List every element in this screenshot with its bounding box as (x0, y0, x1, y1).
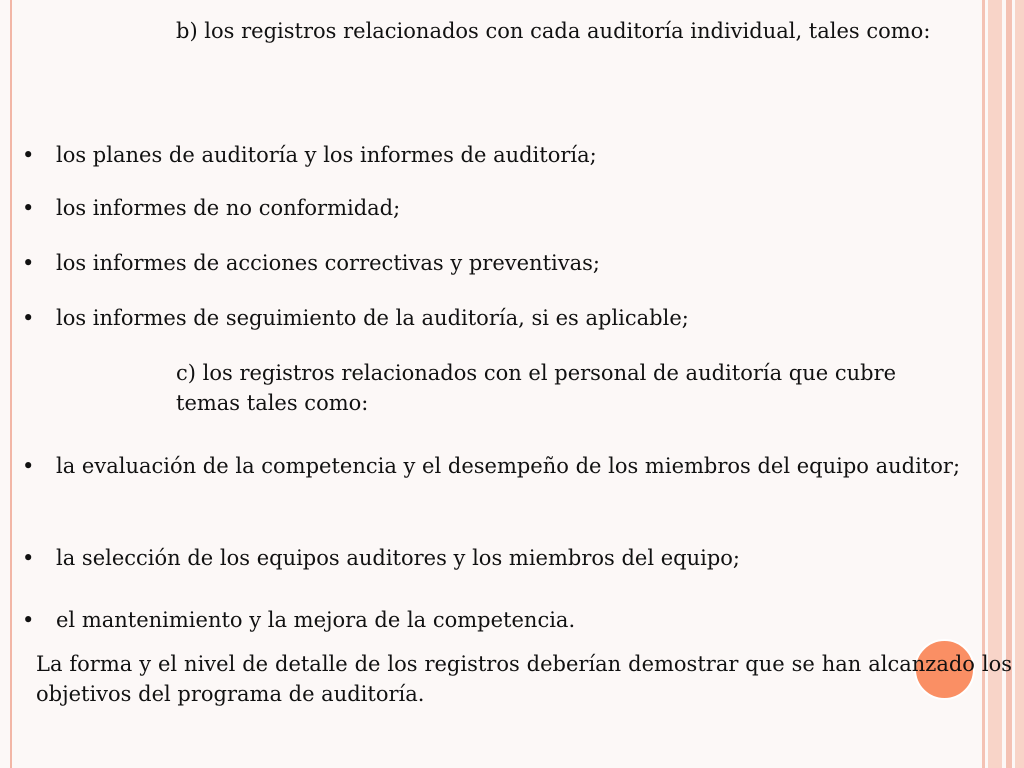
heading-c: c) los registros relacionados con el personal de auditoría que cubre temas tales como: (176, 361, 897, 415)
bullet-icon: • (22, 196, 35, 220)
list-item-text: los planes de auditoría y los informes de auditoría; (56, 143, 597, 167)
list-item-text: la evaluación de la competencia y el desempeño de los miembros del equipo auditor; (56, 454, 961, 478)
bullet-icon: • (22, 306, 35, 330)
list-item (22, 303, 962, 333)
bullet-icon: • (22, 143, 35, 167)
right-decorative-band (1015, 0, 1024, 768)
left-decorative-rule (10, 0, 12, 768)
list-item-text: el mantenimiento y la mejora de la competencia. (56, 608, 576, 632)
list-item-text: los informes de acciones correctivas y preventivas; (56, 251, 600, 275)
list-item-text: los informes de seguimiento de la auditoría, si es aplicable; (56, 306, 689, 330)
closing-paragraph: La forma y el nivel de detalle de los registros deberían demostrar que se han alcanzado los objetivos del programa de auditoría. (36, 652, 1012, 706)
bullet-icon: • (22, 608, 35, 632)
list-item (22, 451, 962, 481)
list-item (22, 140, 962, 170)
list-item (22, 248, 962, 278)
bullet-icon: • (22, 454, 35, 478)
heading-b: b) los registros relacionados con cada auditoría individual, tales como: (176, 19, 931, 43)
list-item-text: la selección de los equipos auditores y los miembros del equipo; (56, 546, 740, 570)
list-item (22, 605, 962, 635)
list-item-text: los informes de no conformidad; (56, 196, 401, 220)
list-item (22, 543, 962, 573)
bullet-icon: • (22, 546, 35, 570)
list-item (22, 193, 962, 223)
bullet-icon: • (22, 251, 35, 275)
